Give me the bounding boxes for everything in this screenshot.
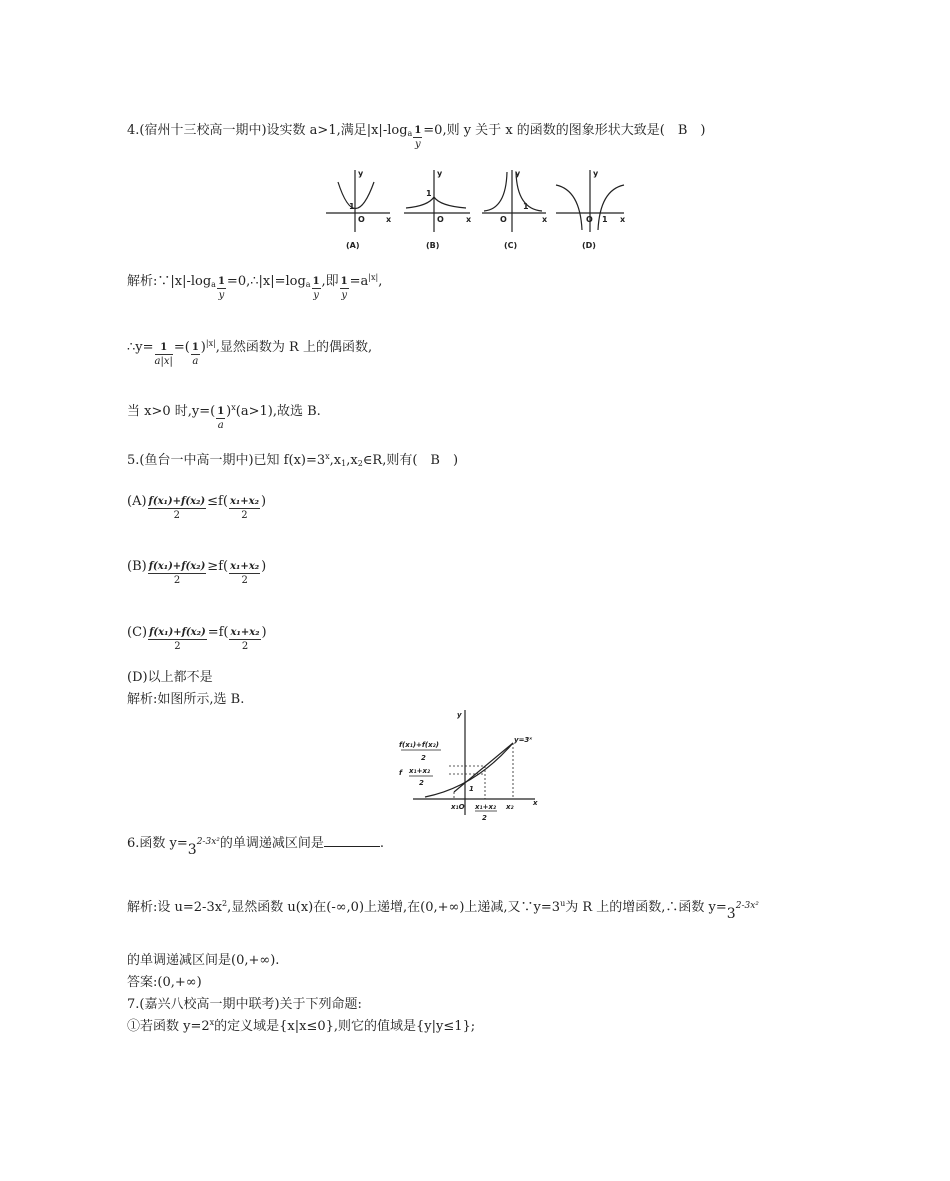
svg-text:1: 1 xyxy=(349,202,355,211)
q5-option-d: (D)以上都不是 xyxy=(127,670,213,685)
q4-stem: 4.(宿州十三校高一期中)设实数 a>1,满足$|x|-\log_a$ $\frac{1}{y}$ =0,则 y 关于 x 的函数的图象形状大致是( B ) xyxy=(127,123,706,150)
svg-text:x₁+x₂: x₁+x₂ xyxy=(475,803,497,811)
q5-option-b: (B) $\frac{\text{f(x₁)+f(x₂)}}{2}$ ≥f( $\frac{\text{x₁+x₂}}{2}$ ) xyxy=(127,559,267,586)
q4-solution-line1: 解析$:\because|x|-\log_a$ $\frac{1}{y}$ $=0,\therefore|x|=\log_a$ $\frac{1}{y}$ ,即 $\frac{1}{y}$ $=a^{|x|}$, xyxy=(127,273,383,301)
svg-text:2: 2 xyxy=(421,754,426,762)
svg-text:x: x xyxy=(620,215,626,224)
svg-text:y: y xyxy=(457,711,462,719)
svg-text:(C): (C) xyxy=(504,241,518,250)
svg-text:2: 2 xyxy=(419,779,424,787)
svg-text:(A): (A) xyxy=(346,241,360,250)
q6-solution-line1: 解析:设 $u=2-3x^2$,显然函数 u(x)在(-∞,0)上递增,在(0,+∞)上递减,又$\because y=3^u$为 R 上的增函数,∴函数 $y=3^{2-3x^2}$ xyxy=(127,899,759,922)
svg-text:O: O xyxy=(586,215,593,224)
q5-solution: 解析:如图所示,选 B. xyxy=(127,692,245,707)
svg-text:x₁+x₂: x₁+x₂ xyxy=(409,767,431,775)
svg-text:O: O xyxy=(500,215,507,224)
q5-option-c: (C) $\frac{\text{f(x₁)+f(x₂)}}{2}$ =f( $\frac{\text{x₁+x₂}}{2}$ ) xyxy=(127,625,267,652)
q4-solution-line3: 当 x>0 时,y=( $\frac{1}{a}$ )$^x$(a>1),故选 B. xyxy=(127,403,321,431)
svg-text:x: x xyxy=(466,215,472,224)
svg-text:1: 1 xyxy=(426,189,432,198)
svg-text:(D): (D) xyxy=(582,241,596,250)
svg-text:y: y xyxy=(437,169,443,178)
q5-stem: 5.(鱼台一中高一期中)已知 $f(x)=3^x,x_1,x_2\in R$,则有( B ) xyxy=(127,452,459,468)
svg-text:y: y xyxy=(358,169,364,178)
q4-fraction: $\frac{1}{y}$ xyxy=(414,125,422,150)
q6-answer: 答案:(0,+∞) xyxy=(127,975,202,990)
svg-text:x₁O: x₁O xyxy=(451,803,465,811)
q7-stem: 7.(嘉兴八校高一期中联考)关于下列命题: xyxy=(127,997,362,1012)
svg-text:2: 2 xyxy=(482,814,487,822)
svg-text:O: O xyxy=(437,215,444,224)
svg-text:(B): (B) xyxy=(426,241,440,250)
q6-power-expression: $3^{2-3x^2}$ xyxy=(187,837,220,858)
svg-text:x₂: x₂ xyxy=(506,803,514,811)
q4-solution-line2: ∴y= $\frac{1}{a|x|}$ =( $\frac{1}{a}$ )$^{|x|}$,显然函数为 R 上的偶函数, xyxy=(127,339,373,367)
q5-option-a: (A) $\frac{\text{f(x₁)+f(x₂)}}{2}$ ≤f( $\frac{\text{x₁+x₂}}{2}$ ) xyxy=(127,494,267,521)
q5-figure xyxy=(399,705,545,825)
svg-text:x: x xyxy=(542,215,548,224)
svg-text:y: y xyxy=(515,169,521,178)
svg-text:y: y xyxy=(593,169,599,178)
svg-text:f: f xyxy=(399,769,403,777)
svg-text:x: x xyxy=(533,799,538,807)
svg-text:f(x₁)+f(x₂): f(x₁)+f(x₂) xyxy=(399,741,439,749)
q6-stem: 6.函数 $y=3^{2-3x^2}$的单调递减区间是 . xyxy=(127,836,385,858)
answer-blank xyxy=(324,834,380,847)
svg-text:1: 1 xyxy=(523,202,529,211)
svg-text:x: x xyxy=(386,215,392,224)
q7-item-1: ①若函数 $y=2^x$的定义域是{x|x≤0},则它的值域是{y|y≤1}; xyxy=(127,1018,476,1034)
svg-text:O: O xyxy=(358,215,365,224)
q4-graphs xyxy=(320,160,630,255)
svg-text:1: 1 xyxy=(469,785,474,793)
svg-text:y=3ˣ: y=3ˣ xyxy=(514,736,533,744)
svg-text:1: 1 xyxy=(602,215,608,224)
q6-solution-line2: 的单调递减区间是(0,+∞). xyxy=(127,953,280,968)
